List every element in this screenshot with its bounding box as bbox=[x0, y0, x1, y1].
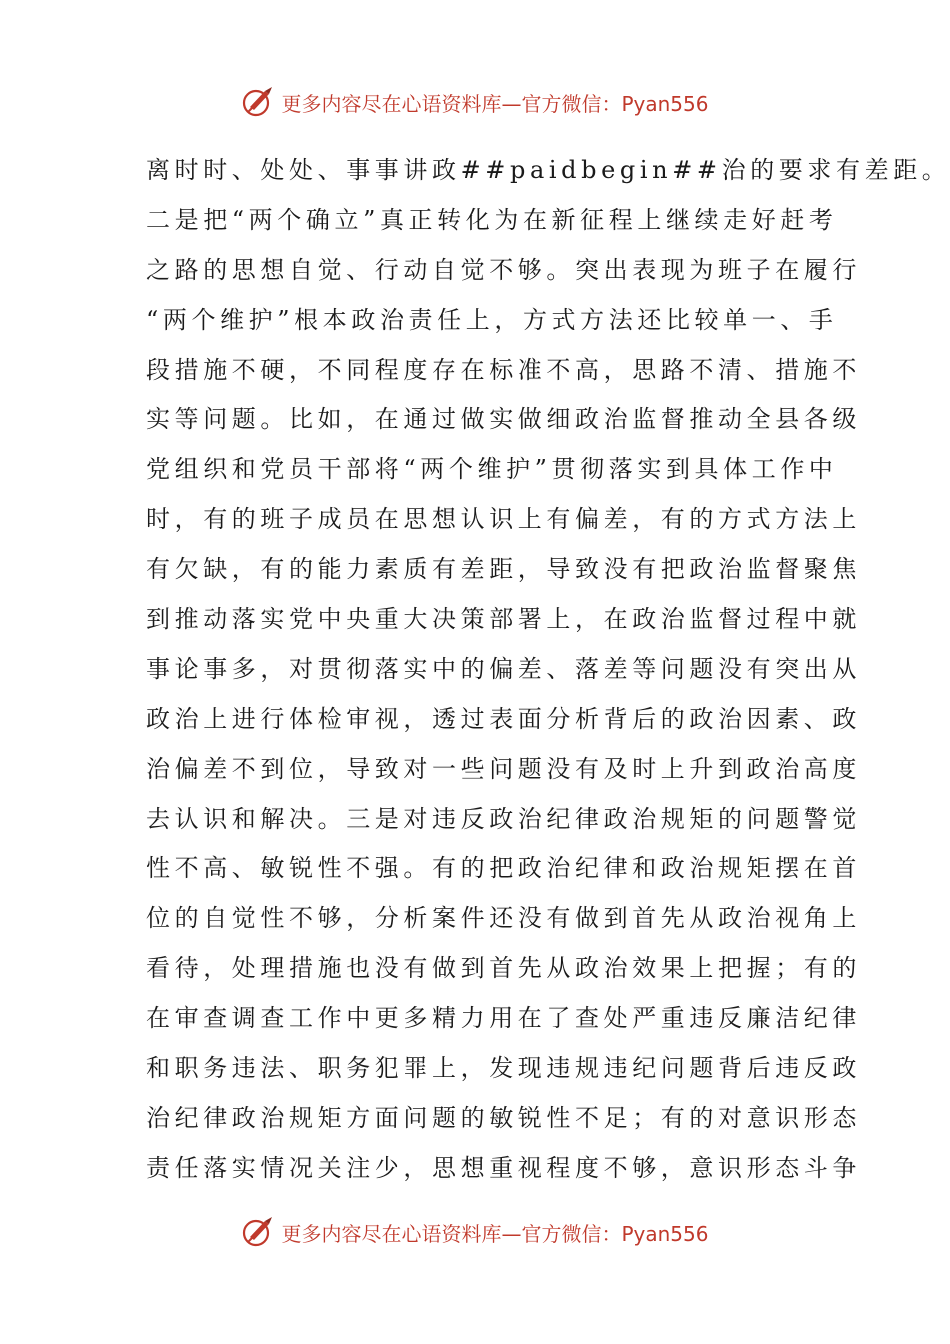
body-text-line: 之路的思想自觉、行动自觉不够。突出表现为班子在履行 bbox=[146, 255, 861, 284]
body-text-line: 段措施不硬，不同程度存在标准不高，思路不清、措施不 bbox=[146, 355, 861, 384]
body-text-line: 二是把“两个确立”真正转化为在新征程上继续走好赶考 bbox=[146, 205, 838, 234]
body-text-line: 治纪律政治规矩方面问题的敏锐性不足；有的对意识形态 bbox=[146, 1103, 861, 1132]
body-text-line: 责任落实情况关注少，思想重视程度不够，意识形态斗争 bbox=[146, 1153, 861, 1182]
body-text-line: 党组织和党员干部将“两个维护”贯彻落实到具体工作中 bbox=[146, 455, 838, 484]
body-text-line: 时，有的班子成员在思想认识上有偏差，有的方式方法上 bbox=[146, 505, 861, 534]
body-text-line: 性不高、敏锐性不强。有的把政治纪律和政治规矩摆在首 bbox=[146, 854, 861, 883]
quill-pen-seal-icon bbox=[241, 85, 275, 119]
body-text-line: “两个维护”根本政治责任上，方式方法还比较单一、手 bbox=[146, 305, 838, 334]
body-text-line: 治偏差不到位，导致对一些问题没有及时上升到政治高度 bbox=[146, 754, 861, 783]
body-text-line: 去认识和解决。三是对违反政治纪律政治规矩的问题警觉 bbox=[146, 804, 861, 833]
body-text-line: 和职务违法、职务犯罪上，发现违规违纪问题背后违反政 bbox=[146, 1054, 861, 1083]
body-text-line: 实等问题。比如，在通过做实做细政治监督推动全县各级 bbox=[146, 405, 861, 434]
body-text-line: 位的自觉性不够，分析案件还没有做到首先从政治视角上 bbox=[146, 904, 861, 933]
body-text-line: 看待，处理措施也没有做到首先从政治效果上把握；有的 bbox=[146, 954, 861, 983]
body-text-line: 事论事多，对贯彻落实中的偏差、落差等问题没有突出从 bbox=[146, 654, 861, 683]
body-text-line: 到推动落实党中央重大决策部署上，在政治监督过程中就 bbox=[146, 605, 861, 634]
footer-watermark-banner bbox=[0, 1212, 950, 1252]
body-text-line: 有欠缺，有的能力素质有差距，导致没有把政治监督聚焦 bbox=[146, 555, 861, 584]
header-watermark-banner bbox=[0, 82, 950, 122]
body-text-line: 在审查调查工作中更多精力用在了查处严重违反廉洁纪律 bbox=[146, 1004, 861, 1033]
document-body bbox=[146, 146, 950, 1194]
header-banner-text: 更多内容尽在心语资料库—官方微信：Pyan556 bbox=[281, 91, 709, 116]
quill-pen-seal-icon bbox=[241, 1215, 275, 1249]
body-text-line: 离时时、处处、事事讲政##paidbegin##治的要求有差距。 bbox=[146, 156, 950, 184]
footer-banner-text: 更多内容尽在心语资料库—官方微信：Pyan556 bbox=[281, 1221, 709, 1246]
body-text-line: 政治上进行体检审视，透过表面分析背后的政治因素、政 bbox=[146, 704, 861, 733]
